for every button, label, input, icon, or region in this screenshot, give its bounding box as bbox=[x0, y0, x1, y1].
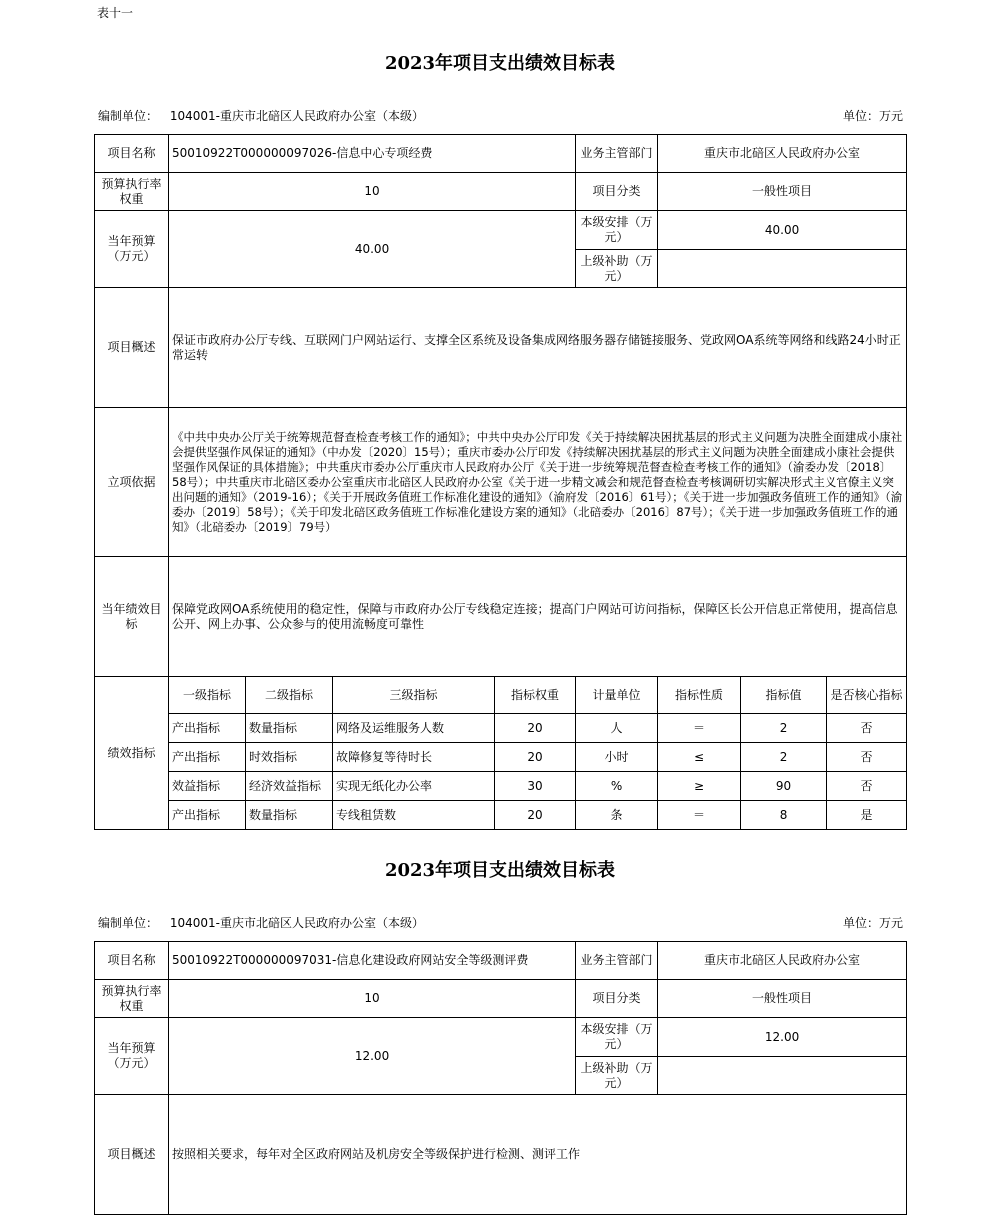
project-name-label: 项目名称 bbox=[95, 135, 169, 173]
cell-value: 2 bbox=[741, 714, 827, 743]
table-2-title: 2023年项目支出绩效目标表 bbox=[384, 860, 616, 881]
basis-text: 《中共中央办公厅关于统筹规范督查检查考核工作的通知》；中共中央办公厅印发《关于持续解决困扰基层的形式主义问题为决胜全面建成小康社会提供坚强作风保证的通知》（中办发〔2020〕15号）；重庆市委办公厅印发《持续解决困扰基层的形式主义问题为决胜全面建成小康社会提供坚强作风保证的具体措施》；中共重庆市委办公厅重庆市人民政府办公厅《关于进一步统筹规范督查检查考核工作的通知》（渝委办发〔2018〕58号）；中共重庆市北碚区委办公室重庆市北碚区人民政府办公室《关于进一步精文减会和规范督查检查考核调研切实解决形式主义官僚主义突出问题的通知》（2019-16）；《关于开展政务值班工作标准化建设的通知》（渝府发〔2016〕61号）；《关于进一步加强政务值班工作的通知》（渝委办〔2019〕58号）；《关于印发北碚区政务值班工作标准化建设方案的通知》（北碚委办〔2016〕87号）；《关于进一步加强政务值班工作的通知》（北碚委办〔2019〕79号） bbox=[169, 408, 907, 557]
goal-label: 当年绩效目标 bbox=[95, 557, 169, 677]
local-value: 12.00 bbox=[658, 1018, 907, 1057]
cell-level1: 效益指标 bbox=[169, 772, 246, 801]
cell-level2: 数量指标 bbox=[246, 801, 333, 830]
cell-level3: 网络及运维服务人数 bbox=[333, 714, 495, 743]
cell-level2: 数量指标 bbox=[246, 714, 333, 743]
project-name-value: 50010922T000000097031-信息化建设政府网站安全等级测评费 bbox=[169, 942, 576, 980]
header-level1: 一级指标 bbox=[169, 677, 246, 714]
table-row bbox=[95, 772, 907, 801]
table-row bbox=[95, 743, 907, 772]
unit-value: 104001-重庆市北碚区人民政府办公室（本级） bbox=[169, 916, 424, 930]
local-value: 40.00 bbox=[658, 211, 907, 250]
table-1-title: 2023年项目支出绩效目标表 bbox=[384, 53, 616, 74]
cell-weight: 20 bbox=[495, 743, 576, 772]
currency-label: 单位：万元 bbox=[842, 916, 903, 930]
category-value: 一般性项目 bbox=[658, 980, 907, 1018]
cell-level1: 产出指标 bbox=[169, 714, 246, 743]
cell-nature: ≥ bbox=[658, 772, 741, 801]
dept-label: 业务主管部门 bbox=[576, 135, 658, 173]
goal-text: 保障党政网OA系统使用的稳定性，保障与市政府办公厅专线稳定连接；提高门户网站可访问指标，保障区长公开信息正常使用，提高信息公开、网上办事、公众参与的使用流畅度可靠性 bbox=[169, 557, 907, 677]
cell-core: 否 bbox=[827, 772, 907, 801]
weight-label: 预算执行率权重 bbox=[95, 173, 169, 211]
performance-table-1 bbox=[94, 134, 907, 830]
budget-value: 12.00 bbox=[169, 1018, 576, 1095]
category-value: 一般性项目 bbox=[658, 173, 907, 211]
local-label: 本级安排（万元） bbox=[576, 1018, 658, 1057]
subsidy-label: 上级补助（万元） bbox=[576, 250, 658, 288]
budget-label: 当年预算（万元） bbox=[95, 211, 169, 288]
overview-text: 保证市政府办公厅专线、互联网门户网站运行、支撑全区系统及设备集成网络服务器存储链接服务、党政网OA系统等网络和线路24小时正常运转 bbox=[169, 288, 907, 408]
overview-label: 项目概述 bbox=[95, 1095, 169, 1215]
project-name-value: 50010922T000000097026-信息中心专项经费 bbox=[169, 135, 576, 173]
header-value: 指标值 bbox=[741, 677, 827, 714]
unit-value: 104001-重庆市北碚区人民政府办公室（本级） bbox=[169, 109, 424, 123]
project-name-label: 项目名称 bbox=[95, 942, 169, 980]
header-weight: 指标权重 bbox=[495, 677, 576, 714]
table-2-unit bbox=[98, 914, 424, 931]
cell-core: 否 bbox=[827, 743, 907, 772]
weight-value: 10 bbox=[169, 173, 576, 211]
cell-weight: 20 bbox=[495, 714, 576, 743]
cell-value: 8 bbox=[741, 801, 827, 830]
budget-value: 40.00 bbox=[169, 211, 576, 288]
cell-level1: 产出指标 bbox=[169, 743, 246, 772]
table-number-label: 表十一 bbox=[97, 6, 134, 20]
cell-weight: 20 bbox=[495, 801, 576, 830]
cell-unit: 条 bbox=[576, 801, 658, 830]
header-level2: 二级指标 bbox=[246, 677, 333, 714]
category-label: 项目分类 bbox=[576, 980, 658, 1018]
header-core: 是否核心指标 bbox=[827, 677, 907, 714]
cell-level3: 专线租赁数 bbox=[333, 801, 495, 830]
header-nature: 指标性质 bbox=[658, 677, 741, 714]
cell-level1: 产出指标 bbox=[169, 801, 246, 830]
unit-label: 编制单位： bbox=[98, 916, 159, 930]
cell-value: 90 bbox=[741, 772, 827, 801]
subsidy-label: 上级补助（万元） bbox=[576, 1057, 658, 1095]
cell-level3: 故障修复等待时长 bbox=[333, 743, 495, 772]
cell-core: 否 bbox=[827, 714, 907, 743]
cell-level2: 时效指标 bbox=[246, 743, 333, 772]
cell-nature: ＝ bbox=[658, 801, 741, 830]
table-row bbox=[95, 801, 907, 830]
weight-value: 10 bbox=[169, 980, 576, 1018]
unit-label: 编制单位： bbox=[98, 109, 159, 123]
cell-unit: % bbox=[576, 772, 658, 801]
cell-unit: 小时 bbox=[576, 743, 658, 772]
dept-value: 重庆市北碚区人民政府办公室 bbox=[658, 135, 907, 173]
currency-label: 单位：万元 bbox=[842, 109, 903, 123]
indicators-label: 绩效指标 bbox=[95, 677, 169, 830]
cell-value: 2 bbox=[741, 743, 827, 772]
overview-text: 按照相关要求，每年对全区政府网站及机房安全等级保护进行检测、测评工作 bbox=[169, 1095, 907, 1215]
weight-label: 预算执行率权重 bbox=[95, 980, 169, 1018]
table-row bbox=[95, 714, 907, 743]
dept-value: 重庆市北碚区人民政府办公室 bbox=[658, 942, 907, 980]
header-level3: 三级指标 bbox=[333, 677, 495, 714]
basis-label: 立项依据 bbox=[95, 408, 169, 557]
header-unit: 计量单位 bbox=[576, 677, 658, 714]
cell-level3: 实现无纸化办公率 bbox=[333, 772, 495, 801]
dept-label: 业务主管部门 bbox=[576, 942, 658, 980]
local-label: 本级安排（万元） bbox=[576, 211, 658, 250]
subsidy-value bbox=[658, 1057, 907, 1095]
cell-core: 是 bbox=[827, 801, 907, 830]
cell-nature: ≤ bbox=[658, 743, 741, 772]
overview-label: 项目概述 bbox=[95, 288, 169, 408]
cell-unit: 人 bbox=[576, 714, 658, 743]
budget-label: 当年预算（万元） bbox=[95, 1018, 169, 1095]
cell-level2: 经济效益指标 bbox=[246, 772, 333, 801]
table-1-unit bbox=[98, 107, 424, 124]
cell-weight: 30 bbox=[495, 772, 576, 801]
category-label: 项目分类 bbox=[576, 173, 658, 211]
performance-table-2 bbox=[94, 941, 907, 1215]
subsidy-value bbox=[658, 250, 907, 288]
cell-nature: ＝ bbox=[658, 714, 741, 743]
